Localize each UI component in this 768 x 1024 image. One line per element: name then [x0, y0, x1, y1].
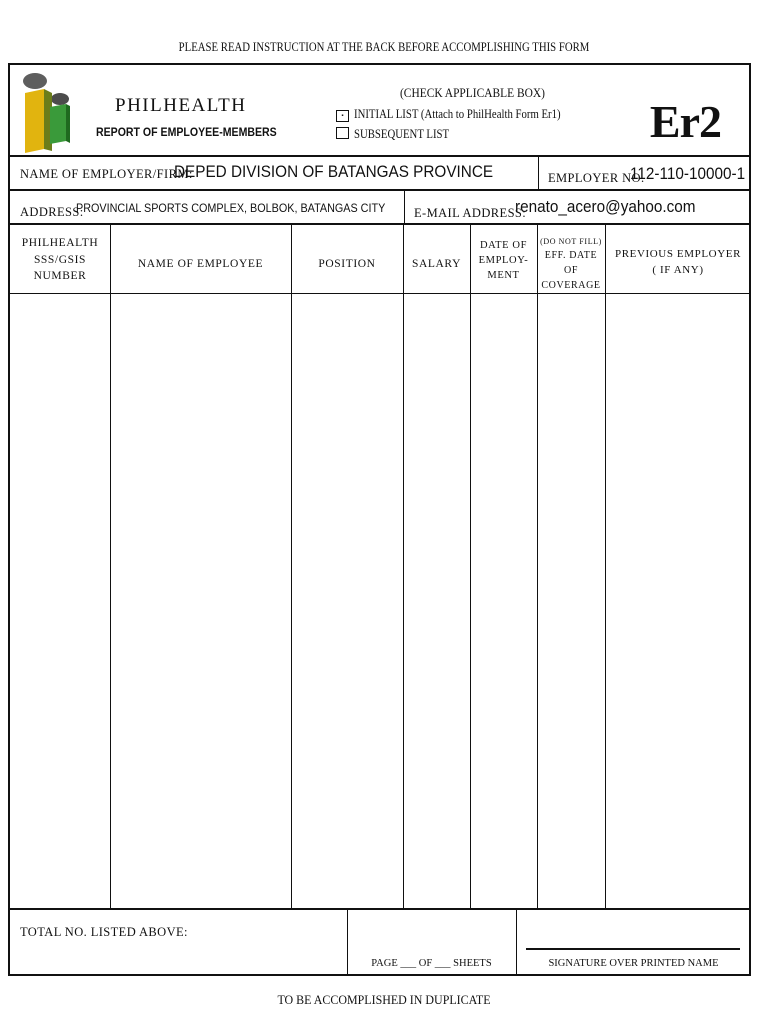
email-label: E-MAIL ADDRESS:	[414, 206, 527, 220]
er2-form	[8, 63, 751, 976]
signature-label: SIGNATURE OVER PRINTED NAME	[548, 958, 719, 969]
duplicate-note: TO BE ACCOMPLISHED IN DUPLICATE	[277, 992, 491, 1007]
signature-line	[526, 948, 740, 950]
col-prev-line1: PREVIOUS EMPLOYER	[614, 248, 742, 260]
address-label: ADDRESS:	[20, 205, 84, 219]
employer-label: NAME OF EMPLOYER/FIRM:	[20, 167, 193, 181]
initial-list-checkbox[interactable]: ▪	[336, 110, 349, 122]
col-prev-line2: ( IF ANY)	[652, 263, 704, 276]
report-title: REPORT OF EMPLOYEE-MEMBERS	[96, 125, 277, 139]
entry-area[interactable]	[10, 294, 749, 908]
philhealth-logo-icon	[20, 71, 72, 153]
col-date-line3: MENT	[487, 270, 520, 282]
subsequent-list-checkbox[interactable]	[336, 127, 349, 139]
form-code: Er2	[649, 96, 721, 147]
check-heading: (CHECK APPLICABLE BOX)	[400, 85, 545, 100]
col-philhealth-number	[10, 235, 110, 285]
col-effective-date	[537, 236, 605, 293]
total-listed-label: TOTAL NO. LISTED ABOVE:	[20, 925, 188, 939]
col-date-line2: EMPLOY-	[478, 255, 529, 267]
employer-no: 112-110-10000-1	[630, 164, 746, 183]
employer-no-label: EMPLOYER NO.	[548, 171, 645, 185]
col-employee-name: NAME OF EMPLOYEE	[137, 258, 264, 270]
subsequent-list-label: SUBSEQUENT LIST	[354, 127, 450, 141]
col-previous-employer	[605, 247, 751, 279]
brand-name: PHILHEALTH	[115, 95, 247, 116]
email-value: renato_acero@yahoo.com	[515, 197, 696, 216]
col-eff-line2: EFF. DATE OF	[544, 250, 598, 276]
col-eff-line3: COVERAGE	[541, 280, 601, 291]
col-date-employment	[470, 238, 537, 284]
page-count-label: PAGE ___ OF ___ SHEETS	[371, 958, 492, 969]
col-id-line2: SSS/GSIS	[33, 253, 87, 266]
col-id-line1: PHILHEALTH	[21, 237, 99, 249]
instruction-note: PLEASE READ INSTRUCTION AT THE BACK BEFORE ACCOMPLISHING THIS FORM	[178, 40, 590, 54]
col-salary: SALARY	[412, 258, 461, 270]
employer-name: DEPED DIVISION OF BATANGAS PROVINCE	[174, 162, 494, 181]
col-id-line3: NUMBER	[33, 270, 87, 283]
initial-list-label: INITIAL LIST (Attach to PhilHealth Form Er1)	[354, 107, 561, 121]
col-position: POSITION	[318, 258, 376, 270]
col-eff-line1: (DO NOT FILL)	[540, 237, 602, 246]
col-date-line1: DATE OF	[479, 240, 528, 251]
address-value: PROVINCIAL SPORTS COMPLEX, BOLBOK, BATANGAS CITY	[76, 201, 386, 215]
